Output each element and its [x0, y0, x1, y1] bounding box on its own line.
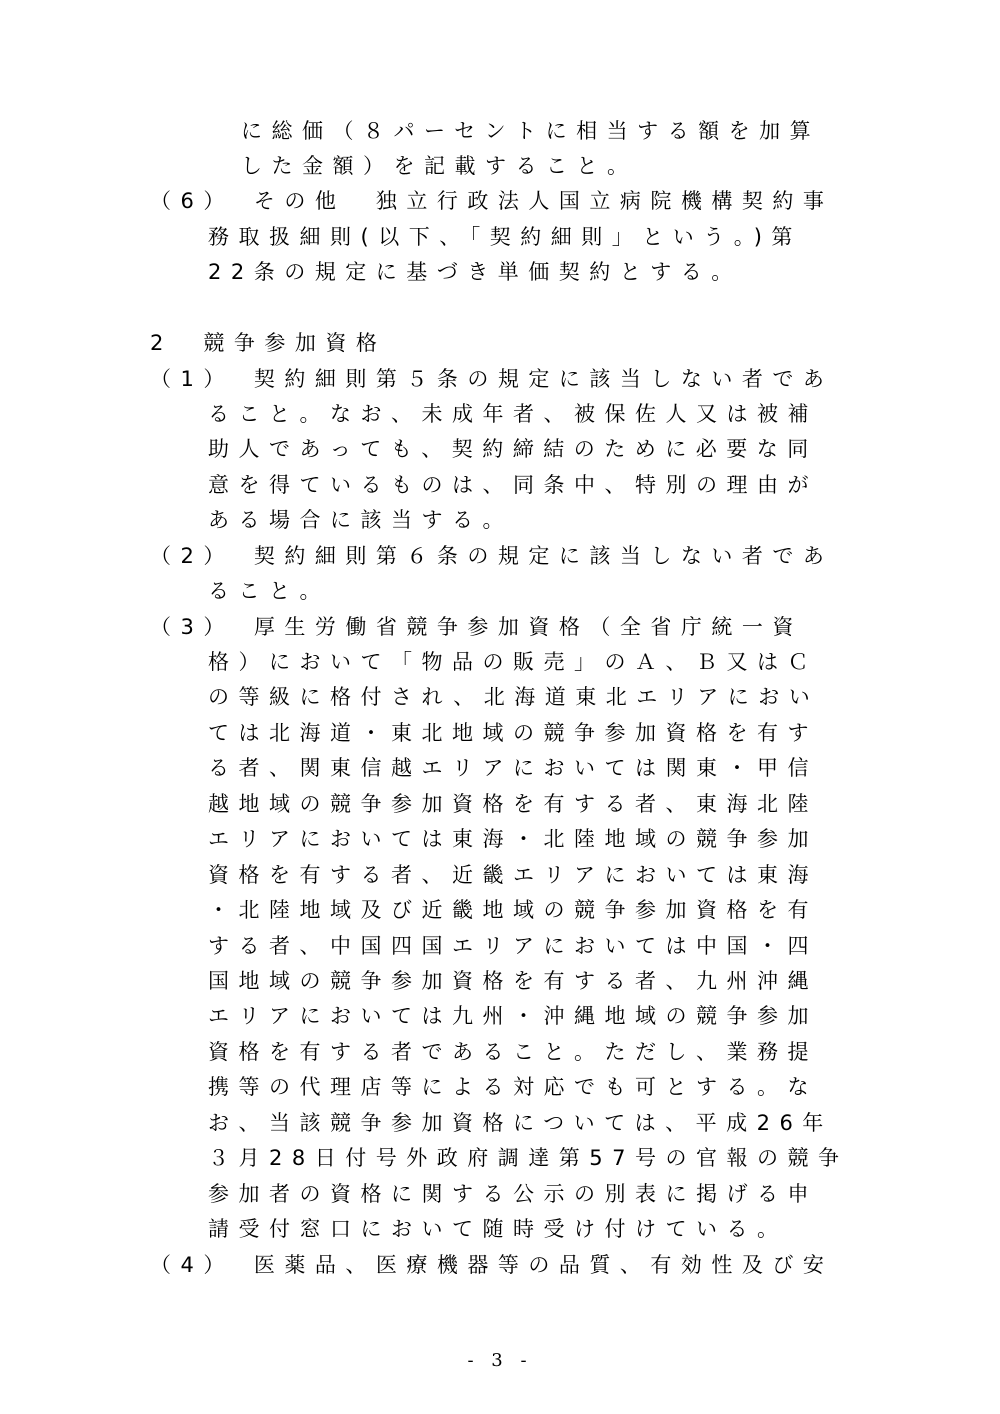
text-line: （1） 契約細則第５条の規定に該当しない者であ: [150, 367, 834, 391]
text-line: （3） 厚生労働省競争参加資格（全省庁統一資: [150, 615, 803, 639]
text-line: 請受付窓口において随時受け付けている。: [208, 1217, 788, 1241]
text-line: （4） 医薬品、医療機器等の品質、有効性及び安: [150, 1253, 834, 1277]
text-line: 格）において「物品の販売」のＡ、Ｂ又はＣ: [208, 650, 818, 674]
text-line: （2） 契約細則第６条の規定に該当しない者であ: [150, 544, 834, 568]
section-heading: 2 競争参加資格: [150, 331, 387, 355]
text-line: する者、中国四国エリアにおいては中国・四: [208, 934, 818, 958]
text-line: ・北陸地域及び近畿地域の競争参加資格を有: [208, 898, 818, 922]
text-line: 22条の規定に基づき単価契約とする。: [208, 260, 742, 284]
text-line: 国地域の競争参加資格を有する者、九州沖縄: [208, 969, 818, 993]
text-line: 務取扱細則(以下、「契約細則」という。)第: [208, 225, 802, 249]
text-line: ある場合に該当する。: [208, 508, 513, 532]
text-line: 資格を有する者、近畿エリアにおいては東海: [208, 863, 818, 887]
text-line: ること。なお、未成年者、被保佐人又は被補: [208, 402, 818, 426]
text-line: エリアにおいては九州・沖縄地域の競争参加: [208, 1004, 818, 1028]
text-line: 参加者の資格に関する公示の別表に掲げる申: [208, 1182, 818, 1206]
text-line: る者、関東信越エリアにおいては関東・甲信: [208, 756, 818, 780]
text-line: 助人であっても、契約締結のために必要な同: [208, 437, 818, 461]
text-line: ること。: [208, 579, 330, 603]
text-line: 意を得ているものは、同条中、特別の理由が: [208, 473, 818, 497]
text-line: ては北海道・東北地域の競争参加資格を有す: [208, 721, 818, 745]
text-line: エリアにおいては東海・北陸地域の競争参加: [208, 827, 818, 851]
page-number: - 3 -: [467, 1350, 533, 1371]
text-line: の等級に格付され、北海道東北エリアにおい: [208, 685, 820, 709]
text-line: した金額）を記載すること。: [241, 154, 638, 178]
text-line: 資格を有する者であること。ただし、業務提: [208, 1040, 818, 1064]
text-line: （6） その他 独立行政法人国立病院機構契約事: [150, 189, 834, 213]
text-line: 越地域の競争参加資格を有する者、東海北陸: [208, 792, 818, 816]
text-line: お、当該競争参加資格については、平成26年: [208, 1111, 833, 1135]
text-line: に総価（８パーセントに相当する額を加算: [241, 119, 821, 143]
text-line: ３月28日付号外政府調達第57号の官報の競争: [208, 1146, 849, 1170]
text-line: 携等の代理店等による対応でも可とする。な: [208, 1075, 818, 1099]
